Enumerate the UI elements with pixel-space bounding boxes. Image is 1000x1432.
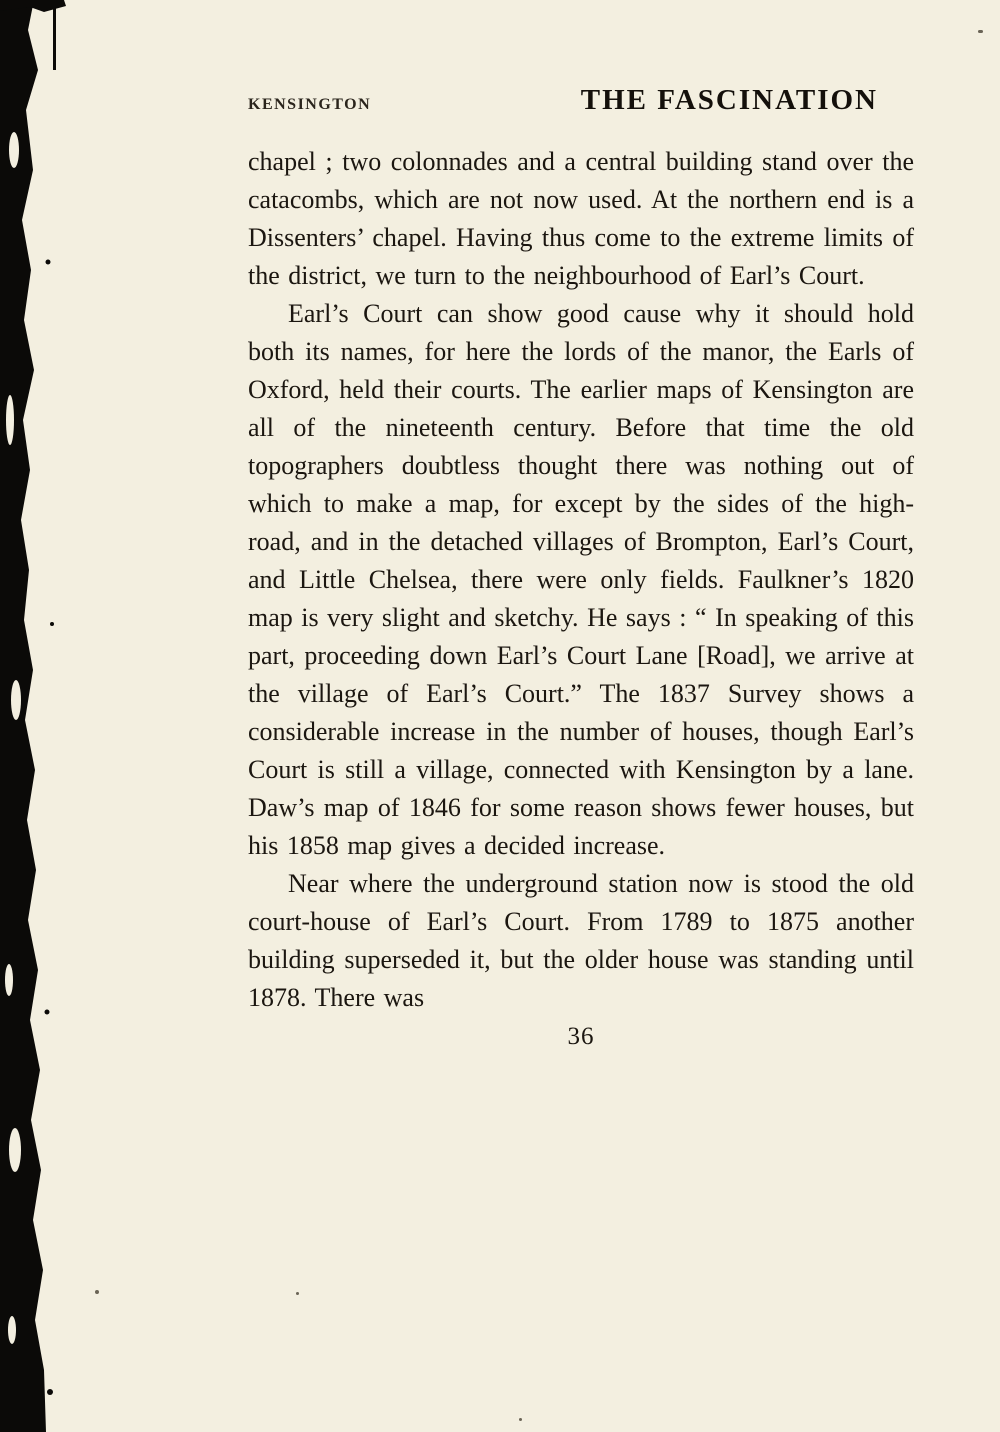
scan-speck [296,1292,299,1295]
scan-speck [519,1418,522,1421]
page-number: 36 [567,1023,595,1050]
text-block [248,84,914,1051]
running-header [248,84,914,117]
paragraph: Earl’s Court can show good cause why it should hold both its names, for here the lords of the manor, the Earls of Oxford, held their courts. The earlier maps of Kensington are all of the nineteenth century. Before that time the old topographers doubtless thought there was nothing out of which to make a map, for except by the sides of the high-road, and in the detached villages of Brompton, Earl’s Court, and Little Chelsea, there were only fields. Faulkner’s 1820 map is very slight and sketchy. He says : “ In speaking of this part, proceeding down Earl’s Court Lane [Road], we arrive at the village of Earl’s Court.” The 1837 Survey shows a considerable increase in the number of houses, though Earl’s Court is still a village, connected with Kensington by a lane. Daw’s map of 1846 for some reason shows fewer houses, but his 1858 map gives a decided increase. [248,299,914,860]
running-header-title: THE FASCINATION [580,84,878,116]
scan-speck [95,1290,99,1294]
running-header-section: KENSINGTON [248,96,372,113]
paragraph: chapel ; two colonnades and a central building stand over the catacombs, which are not now used. At the northern end is a Dissenters’ chapel. Having thus come to the extreme limits of the district, we turn to the neighbourhood of Earl’s Court. [248,147,914,290]
scan-speck [978,30,983,33]
paragraph: Near where the underground station now is stood the old court-house of Earl’s Court. From 1789 to 1875 another building superseded it, but the older house was standing until 1878. There was [248,869,914,1012]
binding-edge [0,0,80,1432]
